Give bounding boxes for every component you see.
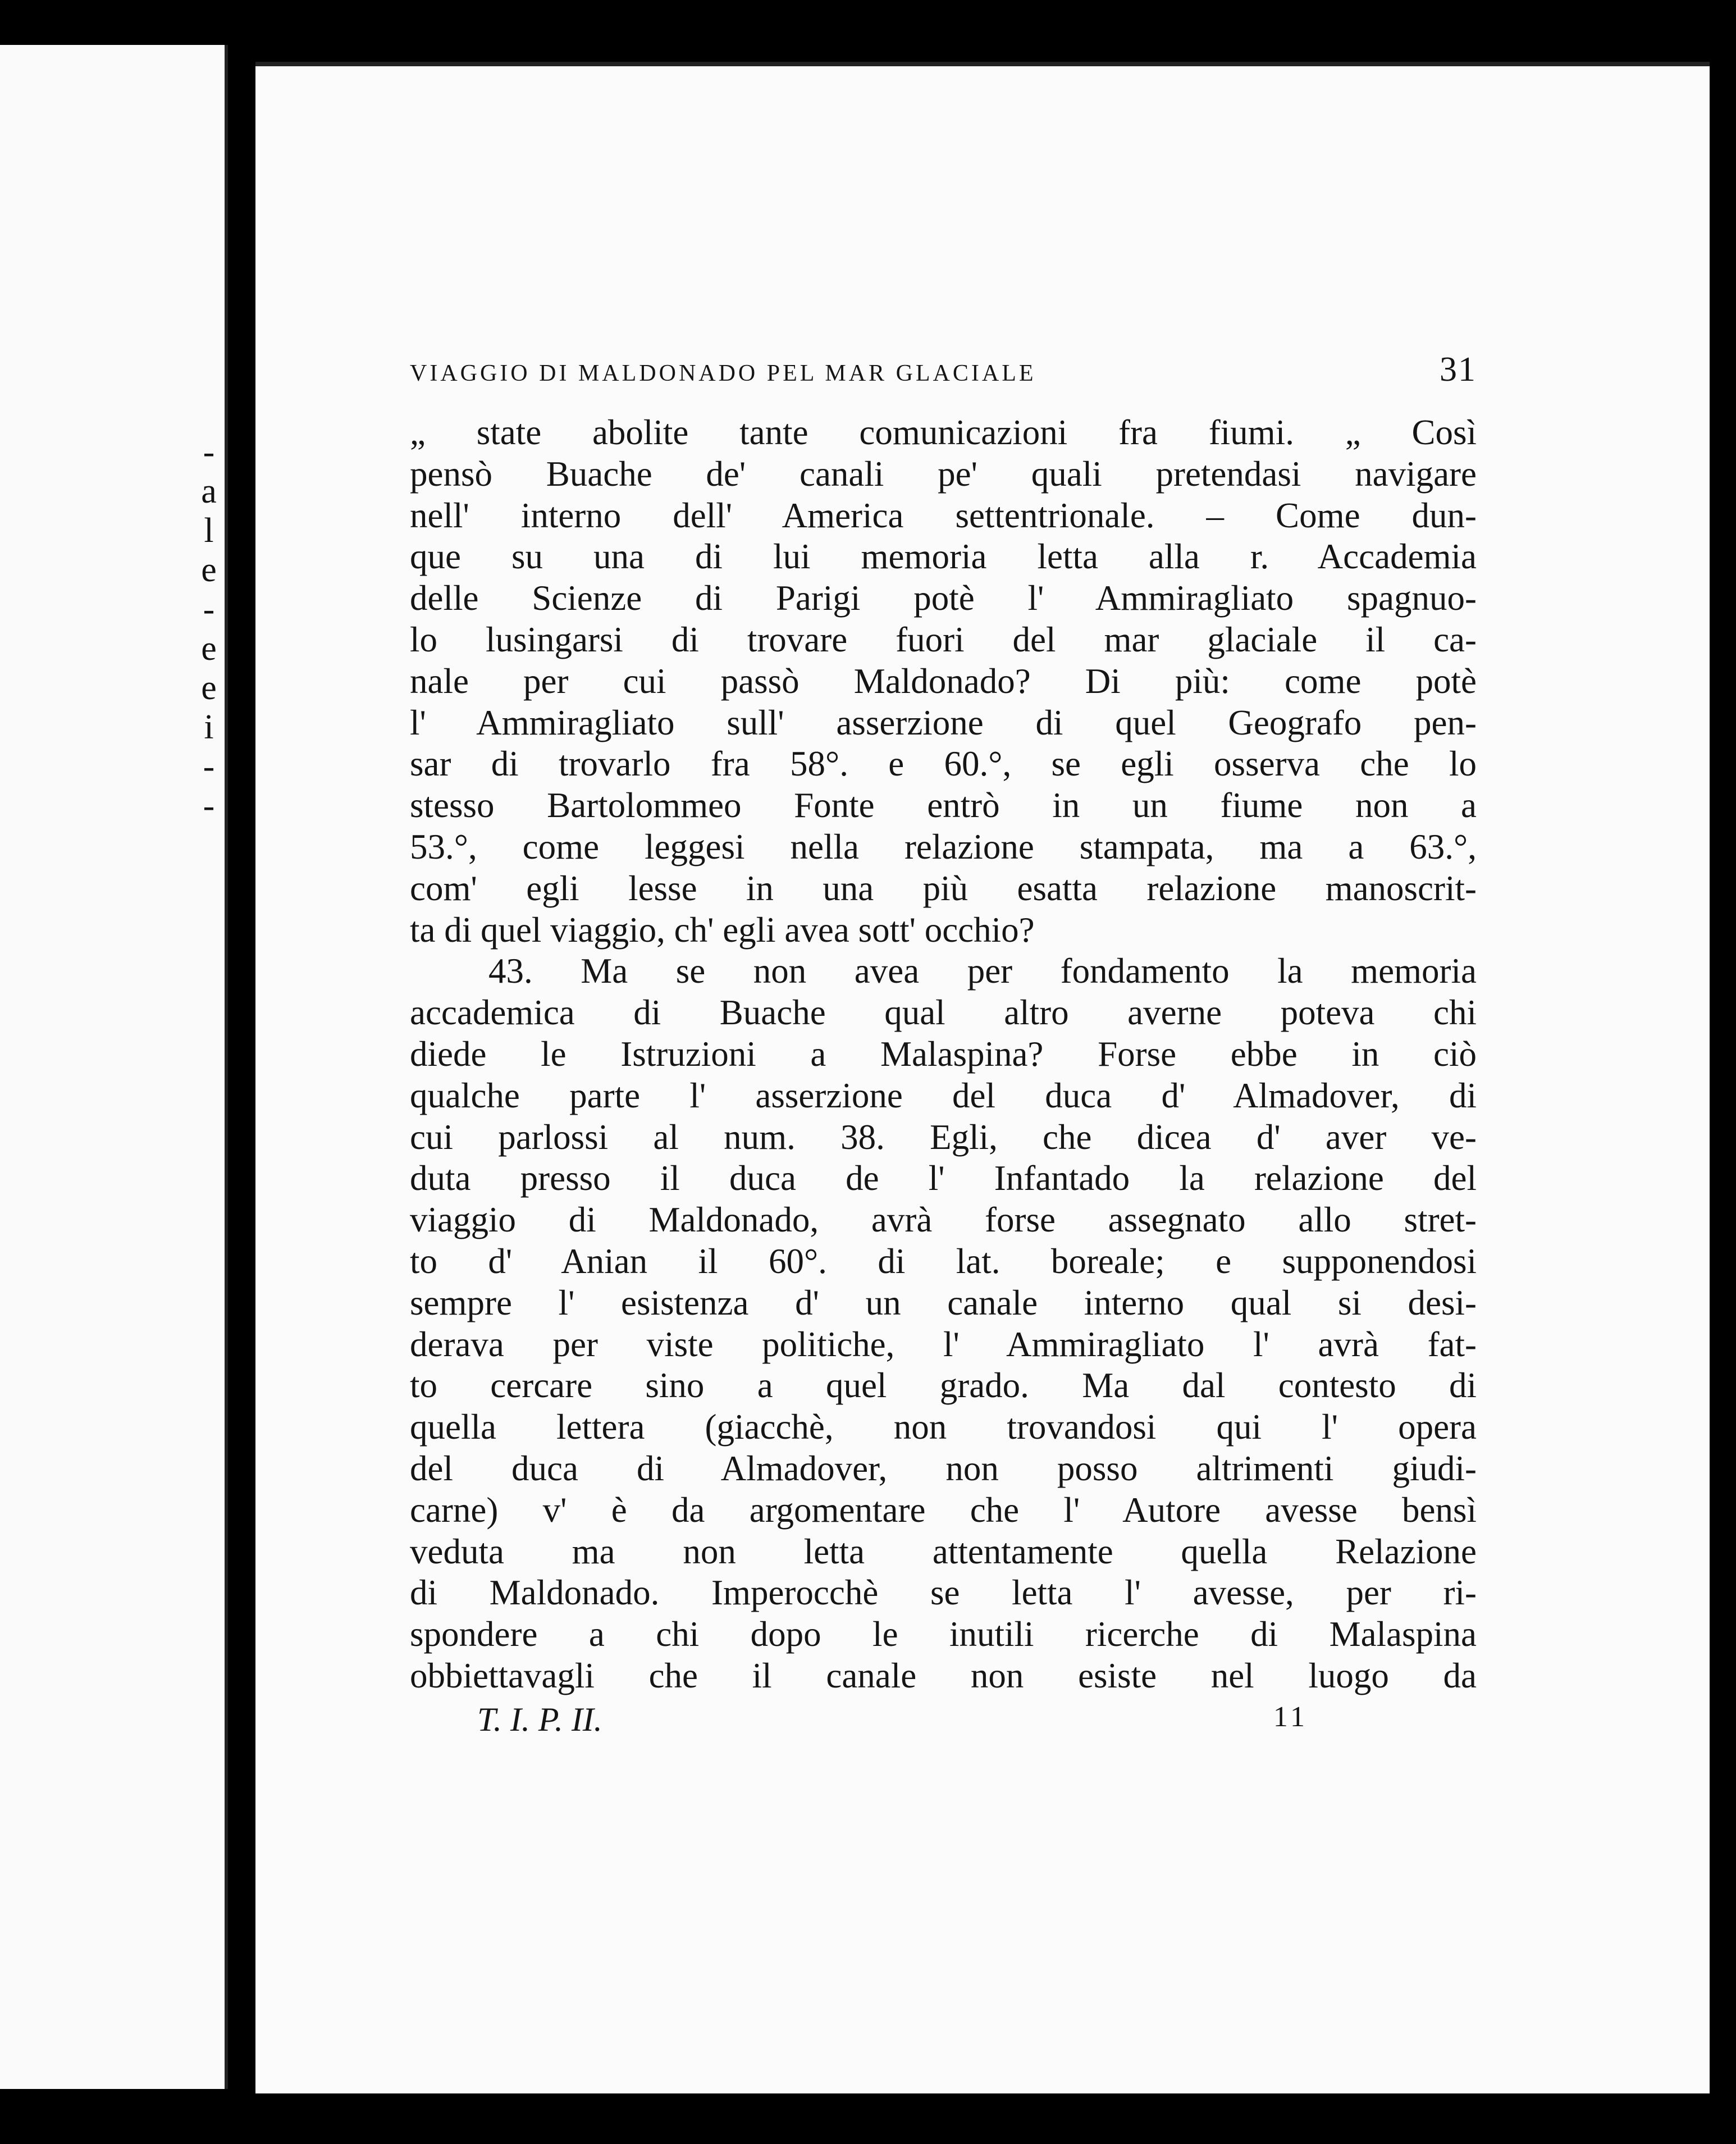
edge-letter: e bbox=[201, 629, 217, 668]
left-page-edge-letters bbox=[198, 432, 220, 825]
text-line: derava per viste politiche, l' Ammiragliato l' avrà fat- bbox=[410, 1324, 1477, 1364]
text-line: lo lusingarsi di trovare fuori del mar glaciale il ca- bbox=[410, 619, 1477, 659]
text-line: ta di quel viaggio, ch' egli avea sott' occhio? bbox=[410, 910, 1035, 950]
text-block bbox=[410, 350, 1477, 1739]
text-line: sar di trovarlo fra 58°. e 60.°, se egli osserva che lo bbox=[410, 744, 1477, 784]
text-line: cui parlossi al num. 38. Egli, che dicea d' aver ve- bbox=[410, 1117, 1477, 1157]
text-line: diede le Istruzioni a Malaspina? Forse ebbe in ciò bbox=[410, 1034, 1477, 1074]
text-line: que su una di lui memoria letta alla r. Accademia bbox=[410, 537, 1477, 577]
text-line: quella lettera (giacchè, non trovandosi qui l' opera bbox=[410, 1407, 1477, 1447]
text-line: nale per cui passò Maldonado? Di più: come potè bbox=[410, 661, 1477, 701]
left-page bbox=[0, 45, 228, 2089]
running-head-title: VIAGGIO DI MALDONADO PEL MAR GLACIALE bbox=[410, 361, 1036, 386]
text-line: veduta ma non letta attentamente quella Relazione bbox=[410, 1531, 1477, 1571]
text-line: sempre l' esistenza d' un canale interno qual si desi- bbox=[410, 1283, 1477, 1322]
right-page bbox=[255, 62, 1710, 2093]
text-line: accademica di Buache qual altro averne poteva chi bbox=[410, 993, 1477, 1033]
text-line: 43. Ma se non avea per fondamento la memoria bbox=[488, 951, 1477, 991]
text-line: „ state abolite tante comunicazioni fra fiumi. „ Così bbox=[410, 413, 1477, 452]
edge-letter: e bbox=[201, 669, 217, 707]
text-line: stesso Bartolommeo Fonte entrò in un fiume non a bbox=[410, 786, 1477, 825]
edge-letter: l bbox=[204, 512, 214, 550]
text-line: l' Ammiragliato sull' asserzione di quel Geografo pen- bbox=[410, 702, 1477, 742]
text-line: spondere a chi dopo le inutili ricerche di Malaspina bbox=[410, 1614, 1477, 1654]
text-line: qualche parte l' asserzione del duca d' Almadover, di bbox=[410, 1075, 1477, 1115]
text-line: obbiettavagli che il canale non esiste nel luogo da bbox=[410, 1655, 1477, 1695]
edge-letter: - bbox=[203, 787, 215, 825]
text-line: viaggio di Maldonado, avrà forse assegnato allo stret- bbox=[410, 1200, 1477, 1240]
page-footer bbox=[410, 1700, 1477, 1739]
text-line: com' egli lesse in una più esatta relazione manoscrit- bbox=[410, 868, 1477, 908]
edge-letter: - bbox=[203, 433, 215, 471]
edge-letter: - bbox=[203, 747, 215, 786]
edge-letter: - bbox=[203, 590, 215, 628]
body-text bbox=[410, 412, 1477, 1697]
text-line: carne) v' è da argomentare che l' Autore avesse bensì bbox=[410, 1490, 1477, 1530]
signature-mark: T. I. P. II. bbox=[477, 1700, 602, 1738]
running-head bbox=[410, 350, 1477, 390]
edge-letter: i bbox=[204, 708, 214, 746]
text-line: to d' Anian il 60°. di lat. boreale; e supponendosi bbox=[410, 1241, 1477, 1281]
text-line: pensò Buache de' canali pe' quali pretendasi navigare bbox=[410, 454, 1477, 494]
edge-letter: e bbox=[201, 551, 217, 589]
text-line: nell' interno dell' America settentrionale. – Come dun- bbox=[410, 495, 1477, 535]
text-line: duta presso il duca de l' Infantado la relazione del bbox=[410, 1158, 1477, 1198]
text-line: 53.°, come leggesi nella relazione stampata, ma a 63.°, bbox=[410, 827, 1477, 866]
text-line: del duca di Almadover, non posso altrimenti giudi- bbox=[410, 1448, 1477, 1488]
text-line: di Maldonado. Imperocchè se letta l' avesse, per ri- bbox=[410, 1573, 1477, 1613]
text-line: delle Scienze di Parigi potè l' Ammiragliato spagnuo- bbox=[410, 578, 1477, 618]
sheet-number: 11 bbox=[1273, 1700, 1308, 1733]
edge-letter: a bbox=[201, 472, 217, 510]
page-number: 31 bbox=[1440, 350, 1477, 389]
text-line: to cercare sino a quel grado. Ma dal contesto di bbox=[410, 1366, 1477, 1406]
